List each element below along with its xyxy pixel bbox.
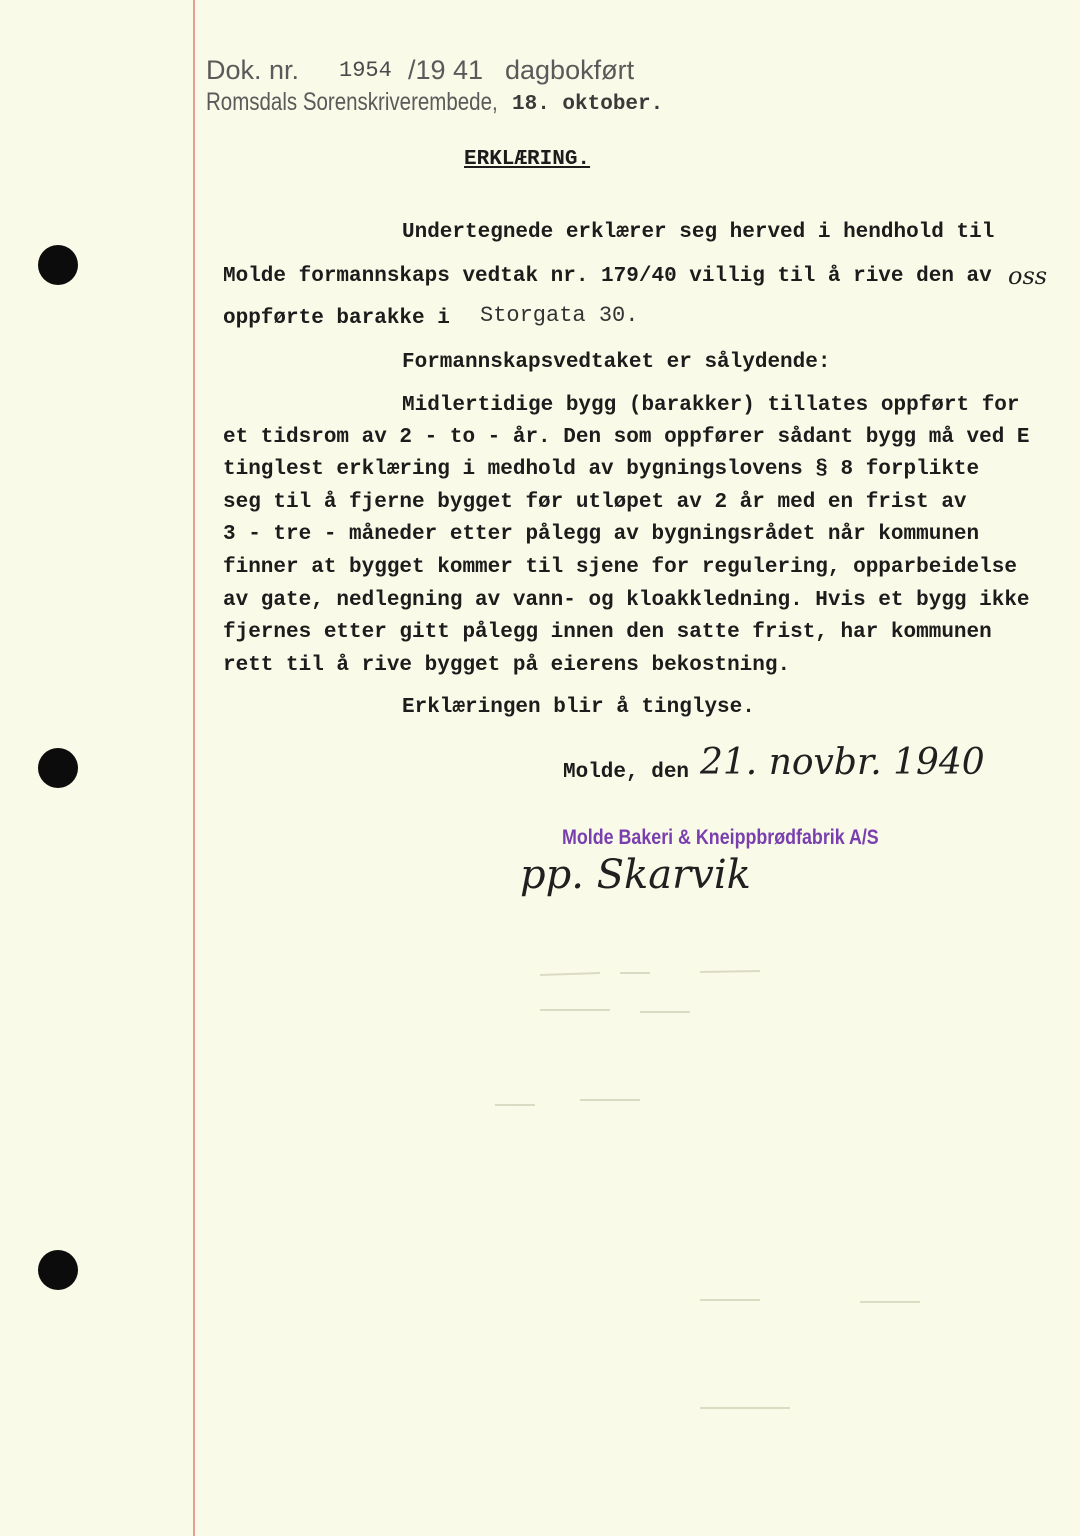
stamp-date: 18. oktober.: [512, 93, 664, 116]
resolution-line: seg til å fjerne bygget før utløpet av 2 år med en frist av: [223, 491, 967, 514]
resolution-line: et tidsrom av 2 - to - år. Den som oppfører sådant bygg må ved E: [223, 426, 1030, 449]
resolution-line: fjernes etter gitt pålegg innen den satte frist, har kommunen: [223, 621, 992, 644]
signature: pp. Skarvik: [520, 852, 751, 898]
resolution-line: tinglest erklæring i medhold av bygningslovens § 8 forplikte: [223, 458, 980, 481]
stamp-doc-number: 1954: [339, 58, 392, 83]
stamp-office: Romsdals Sorenskriverembede,: [206, 88, 498, 116]
resolution-line: finner at bygget kommer til sjene for regulering, opparbeidelse: [223, 556, 1017, 579]
typed-address: Storgata 30.: [480, 303, 639, 328]
resolution-line: Midlertidige bygg (barakker) tillates oppført for: [402, 394, 1020, 417]
paragraph-line: Molde formannskaps vedtak nr. 179/40 villig til å rive den av: [223, 265, 992, 288]
resolution-line: av gate, nedlegning av vann- og kloakkledning. Hvis et bygg ikke: [223, 589, 1030, 612]
paragraph-line: Undertegnede erklærer seg herved i hendhold til: [402, 221, 995, 244]
closing-line: Erklæringen blir å tinglyse.: [402, 696, 755, 719]
document-title: ERKLÆRING.: [464, 148, 591, 171]
resolution-line: rett til å rive bygget på eierens bekostning.: [223, 654, 791, 677]
stamp-doc-label: Dok. nr.: [206, 55, 300, 85]
handwritten-owner: oss: [1008, 262, 1048, 290]
resolution-line: 3 - tre - måneder etter pålegg av bygningsrådet når kommunen: [223, 523, 980, 546]
stamp-doc-year: /19 41: [408, 55, 484, 85]
handwritten-date: 21. novbr. 1940: [700, 742, 985, 783]
resolution-intro: Formannskapsvedtaket er sålydende:: [402, 351, 831, 374]
company-stamp: Molde Bakeri & Kneippbrødfabrik A/S: [562, 826, 879, 849]
stamp-dagbokfort: dagbokført: [505, 55, 635, 85]
paragraph-line: oppførte barakke i: [223, 307, 450, 330]
place-line: Molde, den: [563, 761, 690, 784]
